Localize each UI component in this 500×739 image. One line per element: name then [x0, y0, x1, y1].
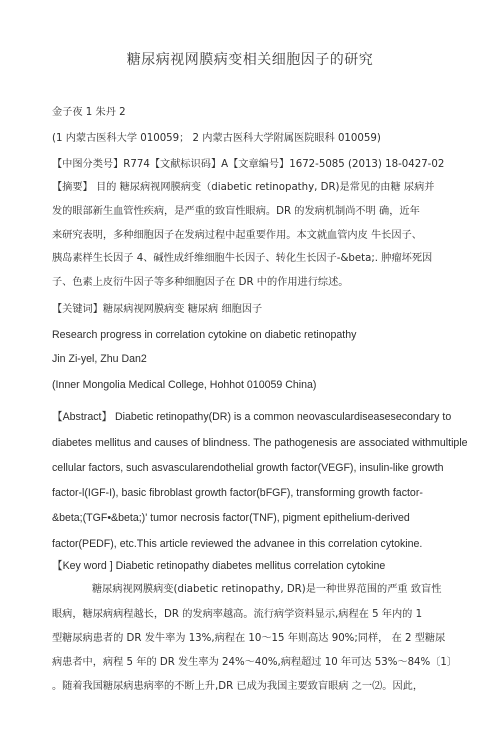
english-title: Research progress in correlation cytokine on diabetic retinopathy — [52, 329, 357, 341]
english-authors: Jin Zi-yel, Zhu Dan2 — [52, 353, 147, 365]
abstract-en-line: cellular factors, such asvascularendothelial growth factor(VEGF), insulin-like growth — [52, 462, 444, 474]
body-line: 型糖尿病患者的 DR 发牛率为 13%,病程在 10～15 年则高达 90%;同样， 在 2 型糖尿 — [52, 633, 446, 644]
abstract-en-line: &beta;(TGF•&beta;)' tumor necrosis factor(TNF), pigment epithelium-derived — [52, 512, 410, 524]
keywords-en: 【Key word ] Diabetic retinopathy diabetes mellitus correlation cytokine — [52, 560, 386, 572]
abstract-cn-line: 胰岛素样生长因子 4、碱性成纤维细胞牛长因子、转化生长因子-&beta;. 肿瘤坏死因 — [52, 253, 433, 264]
abstract-cn-line: 发的眼部新生血管性疾病，是严重的致盲性眼病。DR 的发病机制尚不明 确，近年 — [52, 206, 420, 217]
english-affiliation: (Inner Mongolia Medical College, Hohhot 010059 China) — [52, 379, 317, 391]
abstract-en-line: factor-l(IGF-I), basic fibroblast growth factor(bFGF), transforming growth factor- — [52, 487, 423, 499]
classification: 【中图分类号】R774【文献标识码】A【文章编号】1672-5085 (2013) 18-0427-02 — [52, 159, 445, 170]
keywords-cn: 【关键词】糖尿病视网膜病变 糖尿病 细胞因子 — [52, 304, 263, 315]
body-line: 。随着我国糖尿病患病率的不断上升,DR 已成为我国主要致盲眼病 之一⑵。因此， — [52, 681, 424, 692]
abstract-cn-line: 来研究表明，多种细胞因子在发病过程中起重要作用。本文就血管内皮 牛长因子、 — [52, 230, 422, 241]
abstract-cn-line: 【摘要】 目的 糖尿病视网膜病变（diabetic retinopathy, DR)是常见的由糖 尿病并 — [52, 182, 435, 193]
body-line: 病患者中，病程 5 年的 DR 发生率为 24%～40%,病程超过 10 年可达 53%～84%〔1〕 — [52, 657, 458, 668]
body-line: 糖尿病视网膜病变(diabetic retinopathy, DR)是一种世界范围的严重 致盲性 — [92, 584, 442, 595]
affiliations: (1 内蒙古医科大学 010059； 2 内蒙古医科大学附属医院眼科 010059) — [52, 133, 381, 144]
abstract-en-line: diabetes mellitus and causes of blindness. The pathogenesis are associated withmultiple — [52, 437, 468, 449]
body-line: 眼病，糖尿病病程越长，DR 的发病率越高。流行病学资料显示,病程在 5 年内的 1 — [52, 609, 423, 620]
abstract-en-line: factor(PEDF), etc.This article reviewed the advanee in this correlation cytokine. — [52, 538, 423, 550]
abstract-cn-line: 子、色素上皮衍牛因子等多种细胞因子在 DR 中的作用进行综述。 — [52, 277, 349, 288]
authors: 金子夜 1 朱丹 2 — [52, 107, 126, 118]
abstract-en-line: 【Abstract】 Diabetic retinopathy(DR) is a common neovasculardiseasesecondary to — [52, 411, 452, 423]
paper-title: 糖尿病视网膜病变相关细胞因子的研究 — [126, 52, 374, 68]
